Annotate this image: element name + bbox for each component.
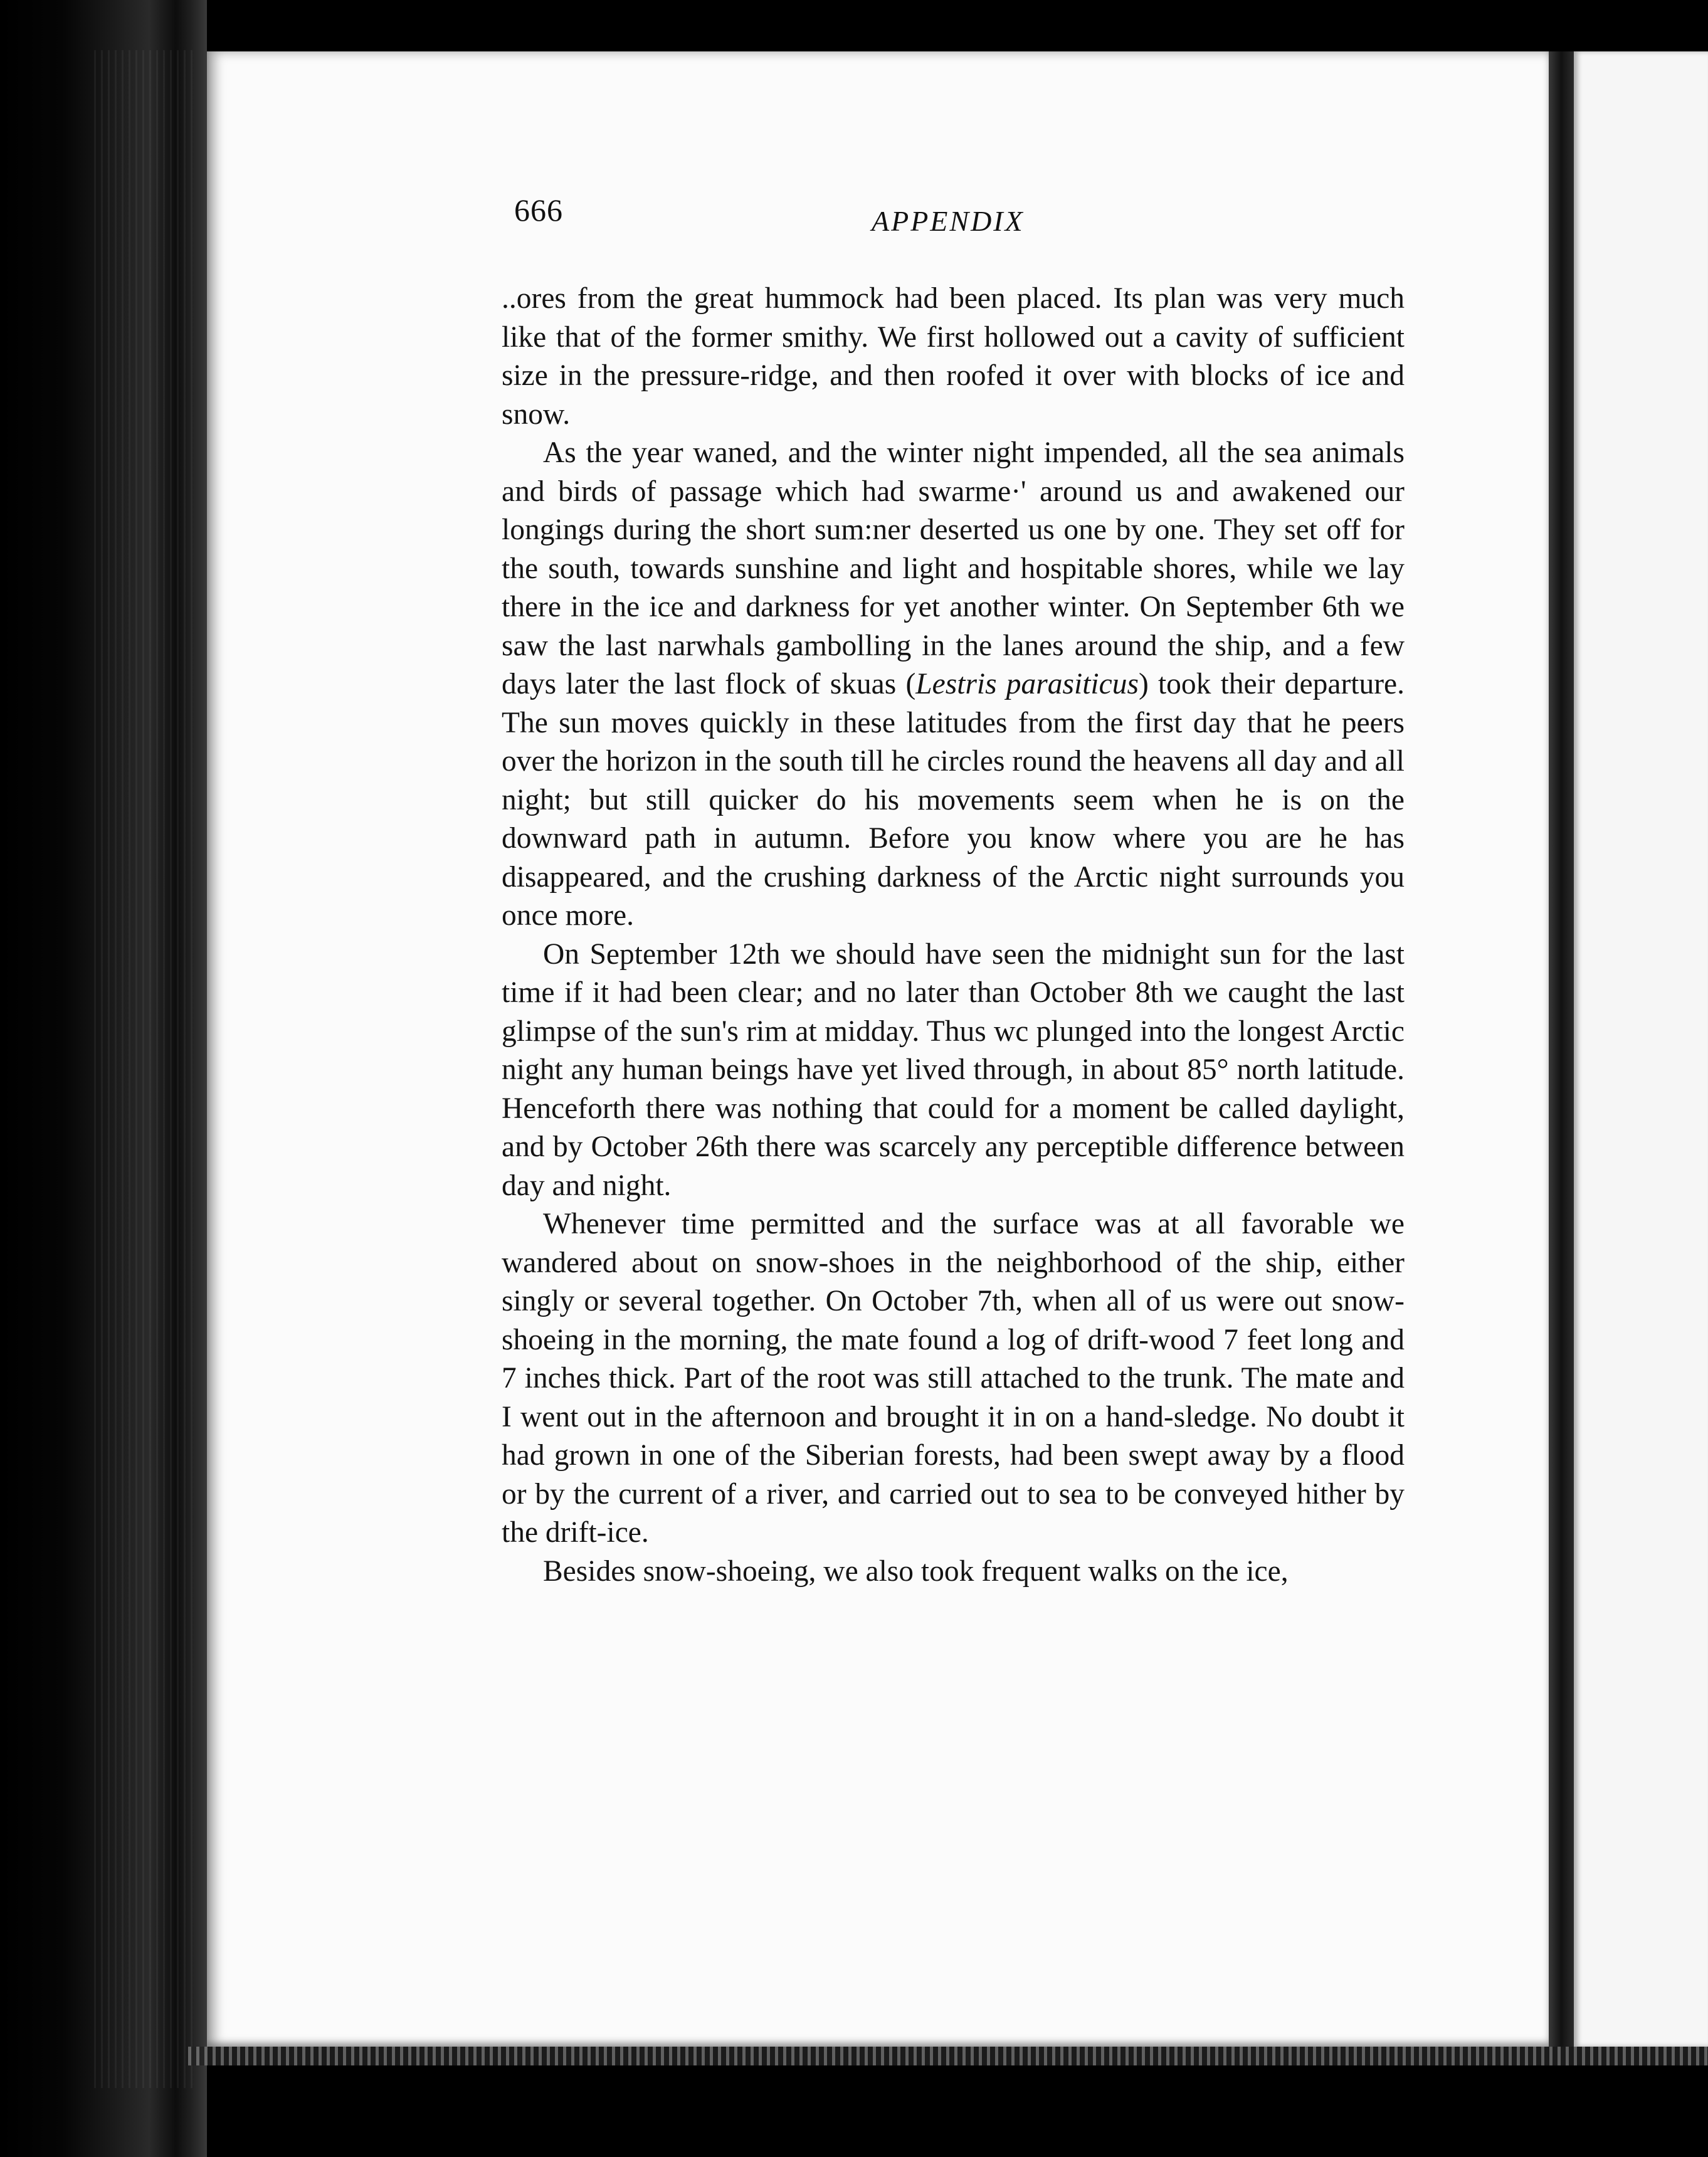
page-gutter	[1549, 51, 1574, 2047]
next-page-edge	[1574, 51, 1708, 2047]
paragraph-2	[502, 434, 1405, 936]
paragraph-5: Besides snow-shoeing, we also took frequent walks on the ice,	[543, 1554, 1289, 1588]
species-name: Lestris parasiticus	[915, 668, 1139, 700]
paragraph-2-text-a: As the year waned, and the winter night impended, all the sea animals and birds of passage which had swarme·' around us and awakened our longings during the short sum:ner deserted us one by one. They set off for the south, towards sunshine and light and hospitable shores, while we lay there in the ice and darkness for yet another winter. On September 6th we saw the last narwhals gambolling in the lanes around the ship, and a few days later the last flock of skuas (	[502, 436, 1405, 700]
page-header	[514, 192, 1405, 248]
paragraph-1: ..ores from the great hummock had been placed. Its plan was very much like that of the former smithy. We first hollowed out a cavity of sufficient size in the pressure-ridge, and then roofed it over with blocks of ice and snow.	[502, 282, 1405, 431]
paragraph-3: On September 12th we should have seen the midnight sun for the last time if it had been clear; and no later than October 8th we caught the last glimpse of the sun's rim at midday. Thus wc plunged into the longest Arctic night any human beings have yet lived through, in about 85° north latitude. Henceforth there was nothing that could for a moment be called daylight, and by October 26th there was scarcely any perceptible difference between day and night.	[502, 937, 1405, 1202]
page-bottom-edge	[188, 2047, 1708, 2065]
running-head: APPENDIX	[872, 205, 1025, 237]
page-number: 666	[514, 192, 563, 228]
paragraph-4: Whenever time permitted and the surface was at all favorable we wandered about on snow-shoes in the neighborhood of the ship, either singly or several together. On October 7th, when all of us were out snow-shoeing in the morning, the mate found a log of drift-wood 7 feet long and 7 inches thick. Part of the root was still attached to the trunk. The mate and I went out in the afternoon and brought it in on a hand-sledge. No doubt it had grown in one of the Siberian forests, had been swept away by a flood or by the current of a river, and carried out to sea to be conveyed hither by the drift-ice.	[502, 1208, 1405, 1549]
binding-texture	[94, 50, 194, 2088]
body-text	[502, 280, 1405, 1591]
paragraph-2-text-b: ) took their departure. The sun moves quickly in these latitudes from the first day that he peers over the horizon in the south till he circles round the heavens all day and all night; but still quicker do his movements seem when he is on the downward path in autumn. Before you know where you are he has disappeared, and the crushing darkness of the Arctic night surrounds you once more.	[502, 668, 1405, 932]
